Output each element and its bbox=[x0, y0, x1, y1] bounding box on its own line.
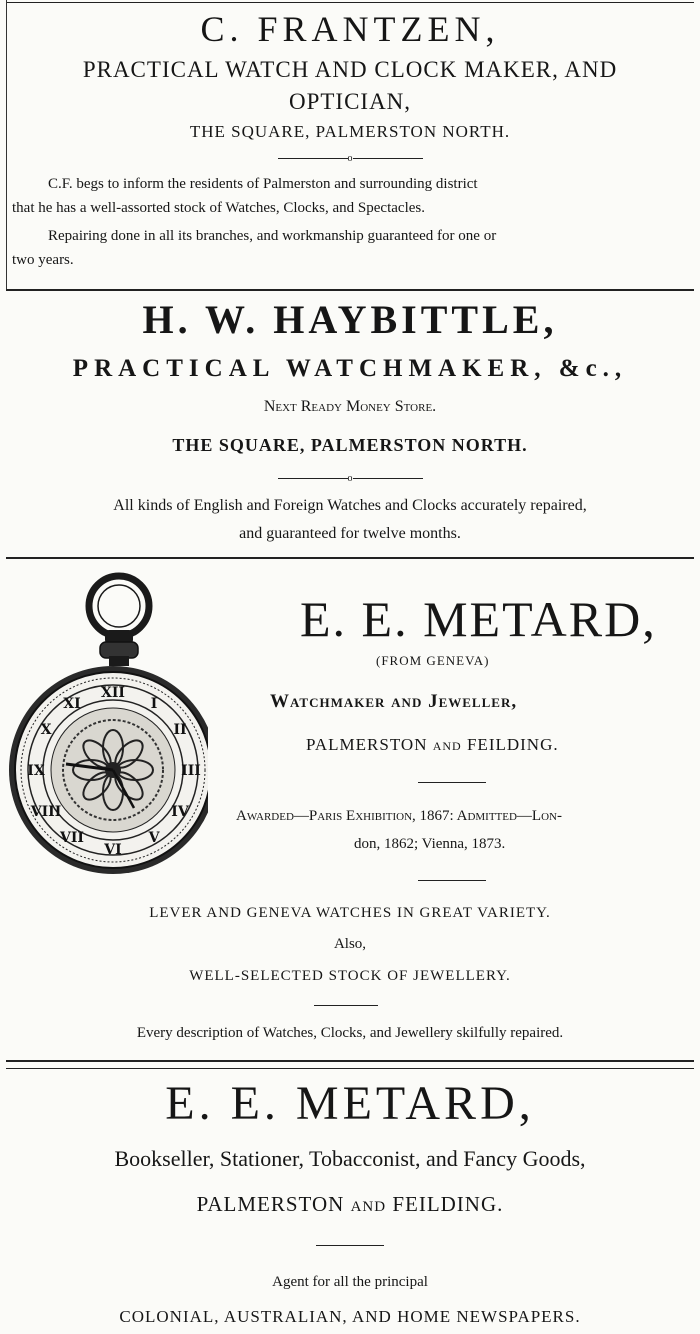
divider-rule-1 bbox=[6, 289, 694, 291]
divider-rule-3b bbox=[6, 1068, 694, 1069]
metard-origin: (FROM GENEVA) bbox=[376, 653, 490, 668]
metard-rule-b bbox=[418, 880, 486, 881]
metard-stock-line3: WELL-SELECTED STOCK OF JEWELLERY. bbox=[189, 968, 511, 984]
metard-books-agent-line2: COLONIAL, AUSTRALIAN, AND HOME NEWSPAPERS. bbox=[119, 1307, 581, 1326]
frantzen-body-p1-line2: that he has a well-assorted stock of Watches, Clocks, and Spectacles. bbox=[12, 200, 425, 216]
svg-text:II: II bbox=[173, 722, 187, 738]
metard-books-towns: PALMERSTON and FEILDING. bbox=[196, 1192, 504, 1216]
metard-name: E. E. METARD, bbox=[300, 591, 657, 647]
metard-books-agent-line1: Agent for all the principal bbox=[272, 1274, 428, 1290]
svg-text:I: I bbox=[150, 696, 158, 712]
haybittle-address: THE SQUARE, PALMERSTON NORTH. bbox=[172, 435, 528, 455]
metard-trade: Watchmaker and Jeweller, bbox=[270, 691, 518, 712]
top-rule bbox=[6, 2, 694, 3]
frantzen-body-p2-line2: two years. bbox=[12, 252, 74, 268]
frantzen-trade-line2: OPTICIAN, bbox=[288, 89, 412, 114]
haybittle-trade: PRACTICAL WATCHMAKER, &c., bbox=[72, 355, 628, 382]
metard-stock-line1: LEVER AND GENEVA WATCHES IN GREAT VARIETY. bbox=[149, 905, 551, 921]
svg-text:XII: XII bbox=[101, 685, 125, 701]
divider-rule-3 bbox=[6, 1060, 694, 1062]
frantzen-trade-line1: PRACTICAL WATCH AND CLOCK MAKER, AND bbox=[82, 57, 618, 82]
metard-towns: PALMERSTON and FEILDING. bbox=[306, 735, 559, 754]
haybittle-name: H. W. HAYBITTLE, bbox=[142, 297, 558, 342]
frantzen-address: THE SQUARE, PALMERSTON NORTH. bbox=[189, 122, 511, 141]
metard-rule-a bbox=[418, 782, 486, 783]
svg-text:XI: XI bbox=[63, 696, 81, 712]
haybittle-location-note: Next Ready Money Store. bbox=[263, 398, 437, 415]
haybittle-divider: o bbox=[0, 474, 700, 484]
svg-text:V: V bbox=[148, 830, 160, 846]
haybittle-body-line1: All kinds of English and Foreign Watches and Clocks accurately repaired, bbox=[113, 497, 587, 514]
metard-awards-line1: Awarded—Paris Exhibition, 1867: Admitted—Lon- bbox=[236, 808, 562, 824]
frantzen-body bbox=[12, 172, 690, 272]
svg-text:III: III bbox=[181, 763, 201, 779]
metard-books-name: E. E. METARD, bbox=[165, 1077, 535, 1130]
frantzen-body-p1-line1: C.F. begs to inform the residents of Palmerston and surrounding district bbox=[48, 176, 478, 192]
divider-rule-2 bbox=[6, 557, 694, 559]
svg-text:IV: IV bbox=[171, 804, 189, 820]
haybittle-body-line2: and guaranteed for twelve months. bbox=[239, 525, 461, 542]
metard-books-rule bbox=[316, 1245, 384, 1246]
pocket-watch-icon bbox=[8, 570, 208, 880]
metard-stock-line2: Also, bbox=[333, 936, 367, 952]
metard-repairs: Every description of Watches, Clocks, and Jewellery skilfully repaired. bbox=[136, 1025, 564, 1041]
metard-rule-c bbox=[314, 1005, 378, 1006]
metard-books-trade: Bookseller, Stationer, Tobacconist, and Fancy Goods, bbox=[114, 1146, 586, 1171]
svg-text:VII: VII bbox=[60, 830, 84, 846]
frantzen-name: C. FRANTZEN, bbox=[200, 9, 500, 49]
frantzen-divider: o bbox=[0, 154, 700, 164]
svg-text:VIII: VIII bbox=[30, 804, 62, 820]
svg-text:IX: IX bbox=[27, 763, 45, 779]
frantzen-body-p2-line1: Repairing done in all its branches, and workmanship guaranteed for one or bbox=[48, 228, 497, 244]
metard-awards-line2: don, 1862; Vienna, 1873. bbox=[354, 836, 506, 852]
svg-text:X: X bbox=[40, 722, 52, 738]
svg-text:VI: VI bbox=[104, 842, 122, 858]
